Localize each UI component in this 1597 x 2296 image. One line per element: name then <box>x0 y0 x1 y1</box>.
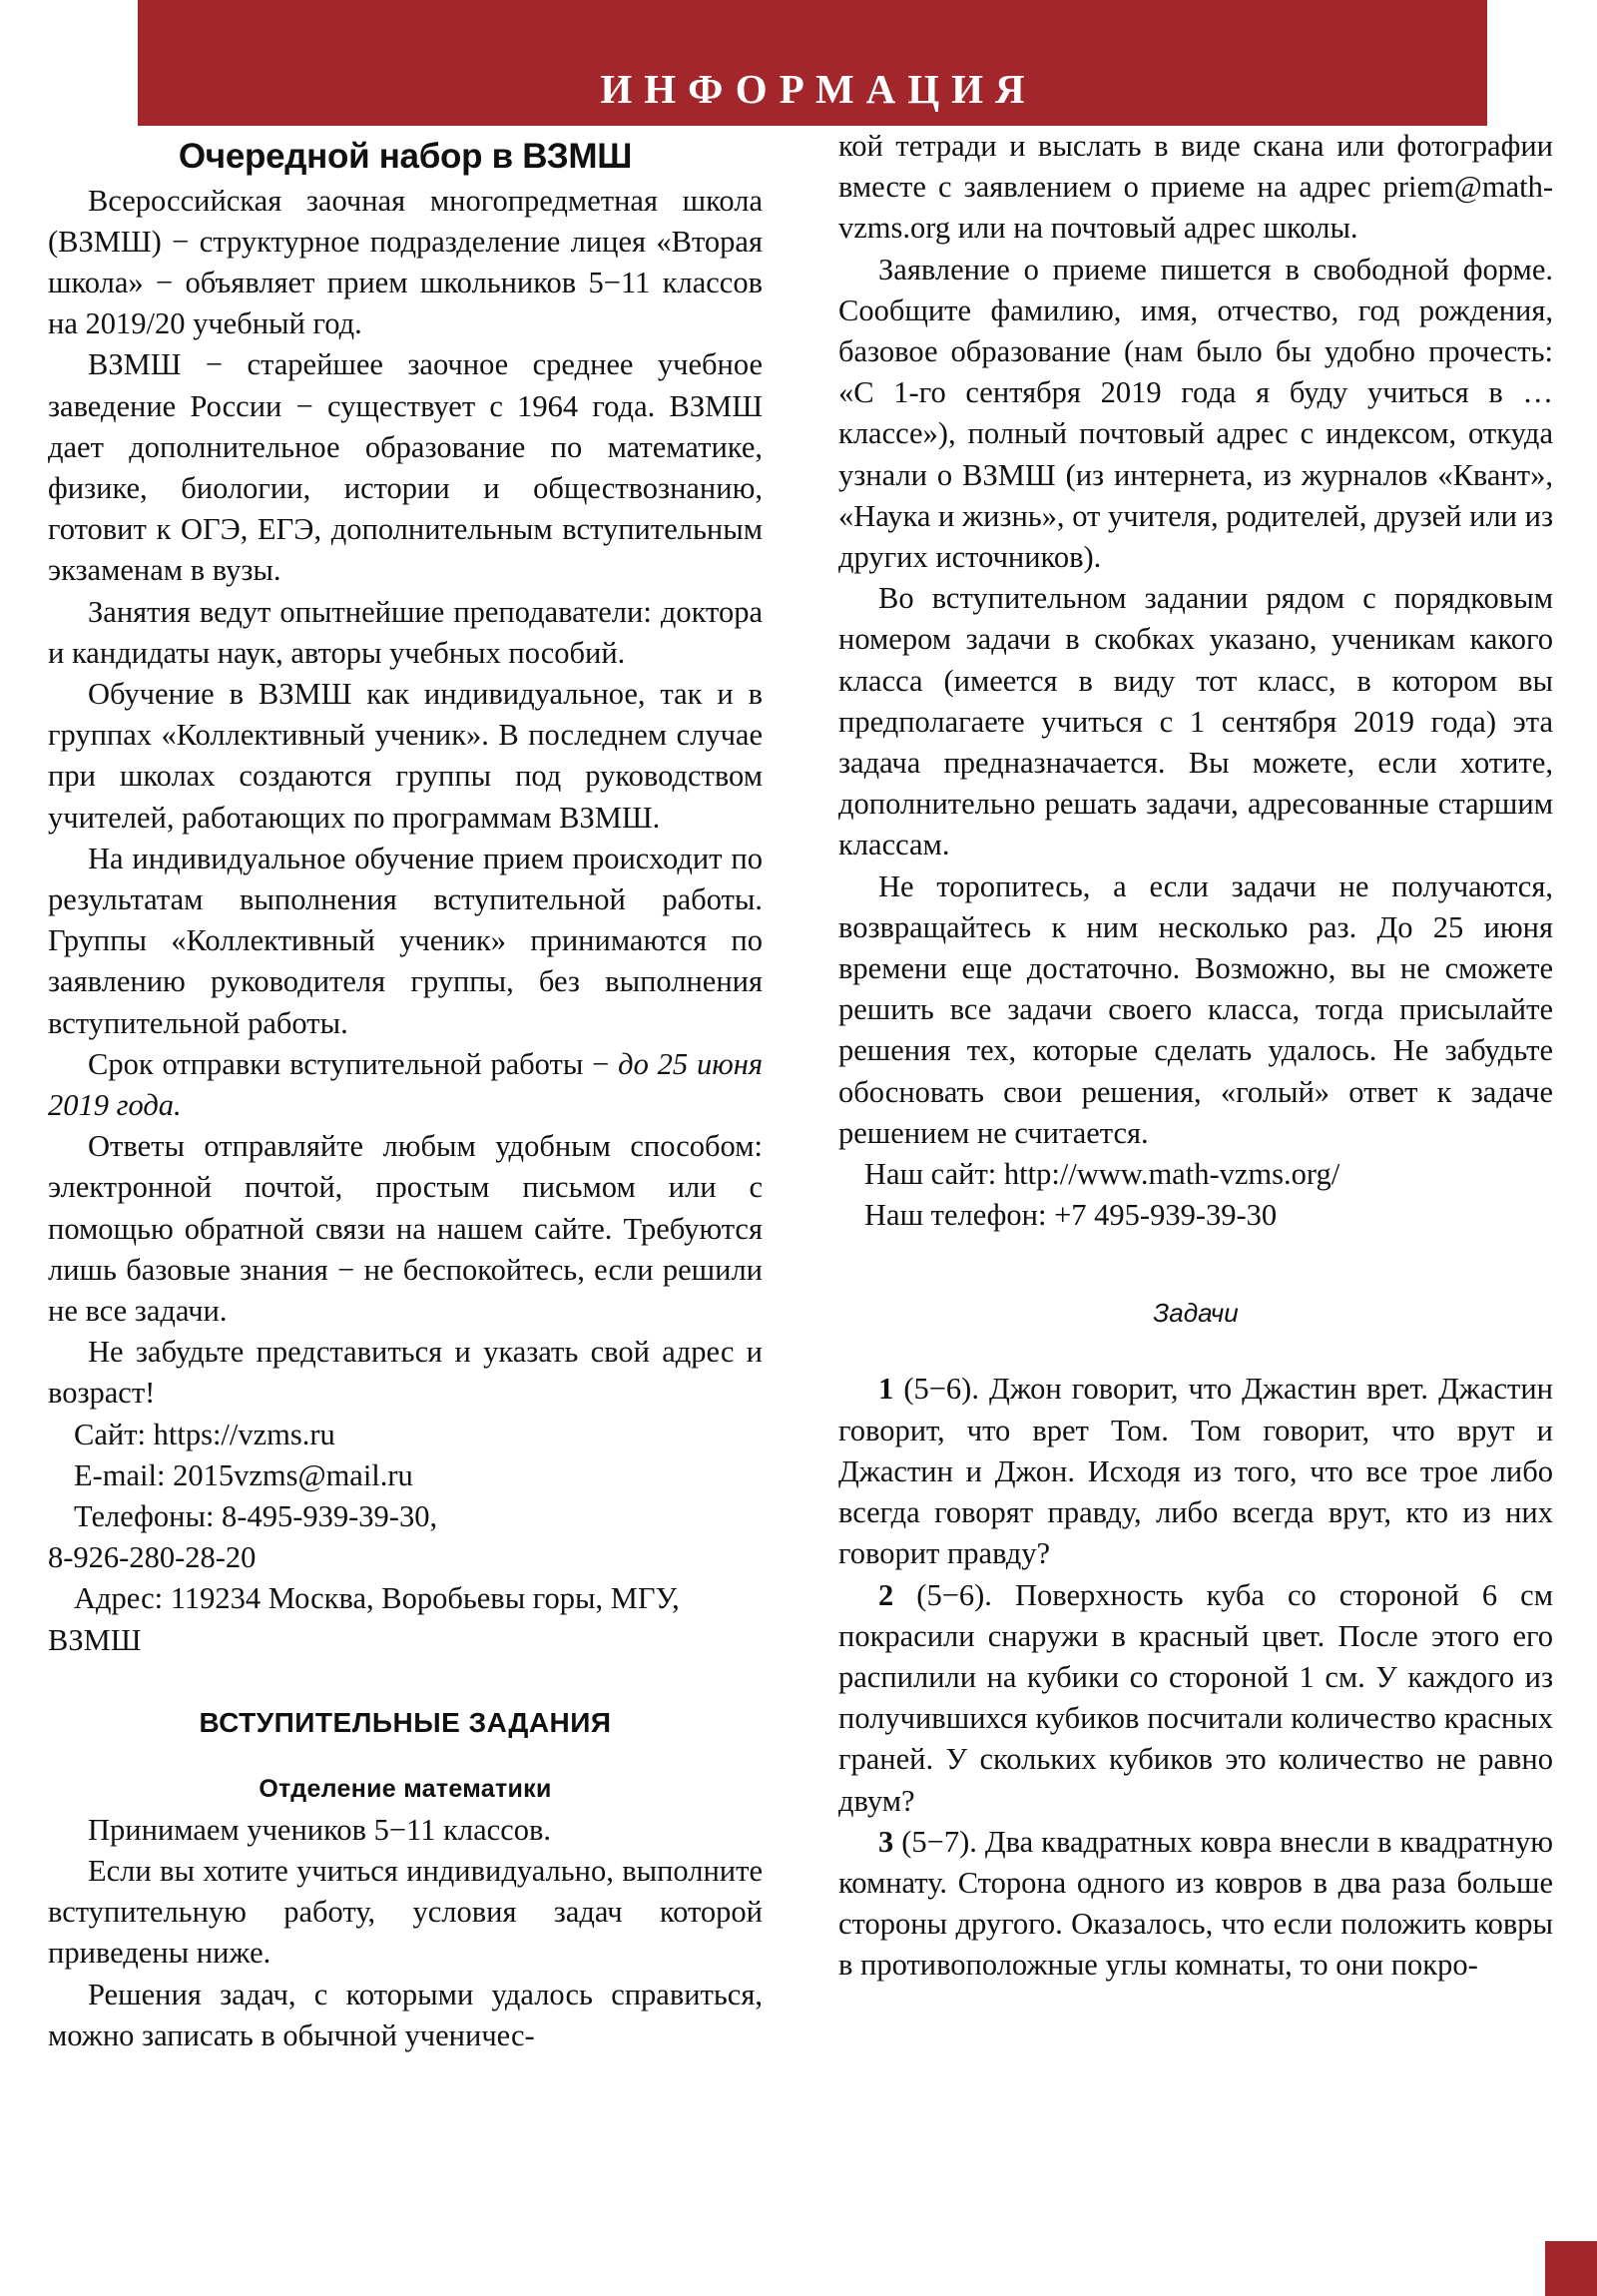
paragraph: Принимаем учеников 5−11 классов. <box>88 1812 552 1847</box>
task-number: 1 <box>878 1372 894 1407</box>
paragraph: Обучение в ВЗМШ как индивидуальное, так и в группах «Коллективный ученик». В последнем случае при школах создаются группы под руководством учителей, работающих по программам ВЗМШ. <box>48 676 763 835</box>
task-grades: (5−6). <box>903 1372 979 1407</box>
paragraph: Заявление о приеме пишется в свободной форме. Сообщите фамилию, имя, отчество, год рождения, базовое образование (нам было бы удобно прочесть: «С 1-го сентября 2019 года я буду учиться в … классе»), полный почтовый адрес с индексом, откуда узнали о ВЗМШ (из интернета, из журналов «Квант», «Наука и жизнь», от учителя, родителей, друзей или из других источников). <box>838 252 1553 575</box>
banner-title: ИНФОРМАЦИЯ <box>600 66 1037 112</box>
contact-website-right: Наш сайт: http://www.math-vzms.org/ <box>864 1157 1340 1192</box>
paragraph: ВЗМШ − старейшее заочное среднее учебное заведение России − существует с 1964 года. ВЗМШ дает дополнительное образование по математике, физике, биологии, истории и обществознанию, готовит к ОГЭ, ЕГЭ, дополнительным вступительным экзаменам в вузы. <box>48 347 763 588</box>
paragraph: Во вступительном задании рядом с порядковым номером задачи в скобках указано, ученикам какого класса (имеется в виду тот класс, в котором вы предполагаете учиться с 1 сентября 2019 года) эта задача предназначается. Вы можете, если хотите, дополнительно решать задачи, адресованные старшим классам. <box>838 581 1553 862</box>
paragraph: кой тетради и выслать в виде скана или фотографии вместе с заявлением о приеме на адрес priem@math-vzms.org или на почтовый адрес школы. <box>838 129 1553 246</box>
information-banner <box>138 0 1487 126</box>
contact-phones: Телефоны: 8-495-939-39-30, <box>74 1499 438 1533</box>
task-item <box>838 1575 1553 1822</box>
contact-website: Сайт: https://vzms.ru <box>74 1417 335 1451</box>
section-title-entrance-tasks: ВСТУПИТЕЛЬНЫЕ ЗАДАНИЯ <box>199 1706 612 1738</box>
deadline-date: до 25 июня 2019 года. <box>48 1046 764 1122</box>
left-column <box>48 126 763 2056</box>
page-body <box>0 126 1597 2296</box>
task-number: 2 <box>878 1577 894 1612</box>
right-column <box>838 126 1553 1987</box>
task-number: 3 <box>878 1824 894 1859</box>
paragraph: Не забудьте представиться и указать свой адрес и возраст! <box>48 1335 763 1411</box>
paragraph: Ответы отправляйте любым удобным способом: электронной почтой, простым письмом или с помощью обратной связи на нашем сайте. Требуются лишь базовые знания − не беспокойтесь, если решили не все задачи. <box>48 1129 763 1328</box>
paragraph: Не торопитесь, а если задачи не получаются, возвращайтесь к ним несколько раз. До 25 июня времени еще достаточно. Возможно, вы не сможете решить все задачи своего класса, тогда присылайте решения тех, которые сделать удалось. Не забудьте обосновать свои решения, «голый» ответ к задаче решением не считается. <box>838 868 1553 1150</box>
task-item <box>838 1369 1553 1574</box>
article-title: Очередной набор в ВЗМШ <box>178 137 633 176</box>
task-text: Два квадратных ковра внесли в квадратную комнату. Сторона одного из ковров в два раза больше стороны другого. Оказалось, что если положить ковры в противоположные углы комнаты, то они покро- <box>838 1824 1554 1983</box>
tasks-heading: Задачи <box>1153 1298 1239 1329</box>
task-grades: (5−7). <box>901 1824 977 1859</box>
contact-phone-right: Наш телефон: +7 495-939-39-30 <box>864 1198 1278 1233</box>
paragraph: Решения задач, с которыми удалось справиться, можно записать в обычной ученичес- <box>48 1977 763 2052</box>
task-text: Джон говорит, что Джастин врет. Джастин говорит, что врет Том. Том говорит, что врут и Джастин и Джон. Исходя из того, что все трое либо всегда говорят правду, либо всегда врут, кто из них говорит правду? <box>838 1372 1553 1571</box>
corner-mark <box>1545 2241 1597 2296</box>
paragraph: Если вы хотите учиться индивидуально, выполните вступительную работу, условия задач которой приведены ниже. <box>48 1854 763 1971</box>
paragraph: Занятия ведут опытнейшие преподаватели: доктора и кандидаты наук, авторы учебных пособий. <box>48 594 763 670</box>
subsection-title-math-department: Отделение математики <box>259 1774 552 1803</box>
contact-email: E-mail: 2015vzms@mail.ru <box>74 1457 413 1492</box>
contact-address: Адрес: 119234 Москва, Воробьевы горы, МГУ, ВЗМШ <box>48 1581 680 1657</box>
contact-phone-second: 8-926-280-28-20 <box>48 1540 257 1575</box>
task-text: Поверхность куба со стороной 6 см покрасили снаружи в красный цвет. После этого его распилили на кубики со стороной 1 см. У каждого из получившихся кубиков посчитали количество красных граней. У скольких кубиков это количество не равно двум? <box>838 1577 1554 1818</box>
task-grades: (5−6). <box>916 1577 992 1612</box>
paragraph: Всероссийская заочная многопредметная школа (ВЗМШ) − структурное подразделение лицея «Вторая школа» − объявляет прием школьников 5−11 классов на 2019/20 учебный год. <box>48 183 763 341</box>
task-item <box>838 1822 1553 1987</box>
deadline-paragraph <box>48 1044 763 1126</box>
deadline-prefix: Срок отправки вступительной работы − <box>88 1046 619 1081</box>
paragraph: На индивидуальное обучение прием происходит по результатам выполнения вступительной работы. Группы «Коллективный ученик» принимаются по заявлению руководителя группы, без выполнения вступительной работы. <box>48 841 763 1040</box>
